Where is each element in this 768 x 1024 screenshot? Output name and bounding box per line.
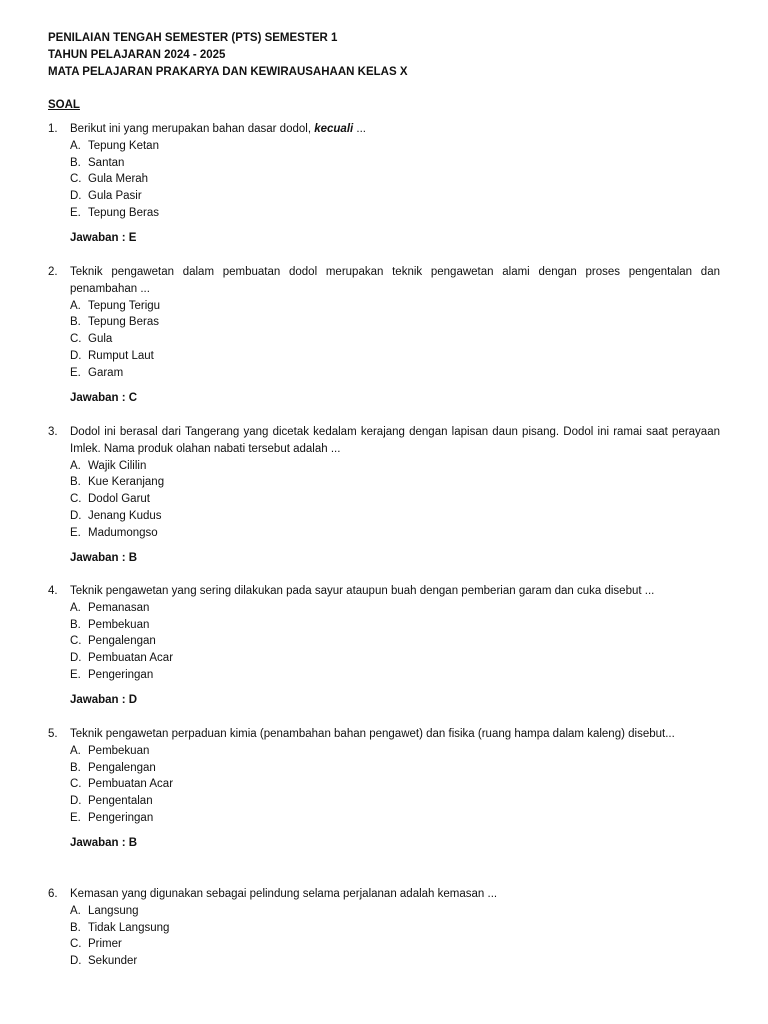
option-text: Santan: [88, 156, 125, 169]
option-letter: E.: [70, 668, 81, 681]
option-d: [70, 508, 720, 525]
option-letter: B.: [70, 476, 81, 489]
option-c: [70, 936, 720, 953]
option-text: Tepung Ketan: [88, 139, 159, 152]
question-number: 4.: [48, 585, 58, 597]
option-letter: D.: [70, 349, 82, 362]
question-5: [48, 726, 720, 852]
question-3: [48, 424, 720, 566]
option-text: Pengalengan: [88, 635, 156, 648]
option-b: [70, 760, 720, 777]
question-text-part: ...: [353, 123, 366, 135]
subject-line: MATA PELAJARAN PRAKARYA DAN KEWIRAUSAHAAN KELAS X: [48, 66, 408, 78]
option-b: [70, 920, 720, 937]
option-a: [70, 298, 720, 315]
option-text: Gula Pasir: [88, 190, 142, 203]
option-text: Sekunder: [88, 955, 138, 968]
option-letter: B.: [70, 316, 81, 329]
option-c: [70, 633, 720, 650]
option-text: Pengentalan: [88, 795, 153, 808]
question-number: 3.: [48, 426, 58, 438]
option-letter: B.: [70, 156, 81, 169]
option-a: [70, 138, 720, 155]
option-letter: B.: [70, 921, 81, 934]
exam-title: PENILAIAN TENGAH SEMESTER (PTS) SEMESTER 1: [48, 32, 338, 44]
option-text: Pengeringan: [88, 668, 154, 681]
option-text: Tepung Terigu: [88, 299, 161, 312]
option-letter: D.: [70, 190, 82, 203]
option-text: Gula Merah: [88, 173, 149, 186]
option-text: Madumongso: [88, 526, 158, 539]
option-d: [70, 953, 720, 970]
question-1: [48, 121, 720, 247]
options-list: [70, 903, 720, 970]
option-text: Garam: [88, 366, 124, 379]
option-text: Tidak Langsung: [88, 921, 170, 934]
option-d: [70, 188, 720, 205]
option-c: [70, 171, 720, 188]
option-text: Jenang Kudus: [88, 509, 162, 522]
option-text: Tepung Beras: [88, 316, 159, 329]
answer-key: Jawaban : D: [70, 693, 138, 706]
option-text: Pembuatan Acar: [88, 778, 174, 791]
answer-key: Jawaban : C: [70, 391, 138, 404]
option-e: [70, 205, 720, 222]
option-d: [70, 650, 720, 667]
answer-key: Jawaban : E: [70, 231, 137, 244]
option-letter: C.: [70, 333, 82, 346]
question-number: 6.: [48, 888, 58, 900]
option-letter: E.: [70, 206, 81, 219]
section-title: SOAL: [48, 99, 80, 111]
options-list: [70, 298, 720, 382]
option-text: Pengalengan: [88, 761, 156, 774]
option-text: Pembuatan Acar: [88, 652, 174, 665]
option-letter: A.: [70, 744, 81, 757]
option-a: [70, 903, 720, 920]
academic-year: TAHUN PELAJARAN 2024 - 2025: [48, 49, 226, 61]
document-header: [48, 30, 720, 81]
option-text: Tepung Beras: [88, 206, 159, 219]
option-d: [70, 793, 720, 810]
question-number: 1.: [48, 123, 58, 135]
question-text: Teknik pengawetan perpaduan kimia (penambahan bahan pengawet) dan fisika (ruang hampa dalam kaleng) disebut...: [70, 728, 675, 740]
question-4: [48, 583, 720, 709]
option-text: Pembekuan: [88, 744, 150, 757]
option-letter: A.: [70, 299, 81, 312]
option-text: Primer: [88, 938, 122, 951]
option-letter: D.: [70, 795, 82, 808]
question-text: [70, 121, 720, 138]
option-letter: E.: [70, 366, 81, 379]
option-letter: A.: [70, 459, 81, 472]
option-a: [70, 458, 720, 475]
option-text: Dodol Garut: [88, 493, 151, 506]
option-letter: C.: [70, 938, 82, 951]
question-2: [48, 264, 720, 406]
option-text: Pembekuan: [88, 618, 150, 631]
option-letter: D.: [70, 652, 82, 665]
question-text-part: Berikut ini yang merupakan bahan dasar dodol,: [70, 123, 315, 135]
option-text: Rumput Laut: [88, 349, 154, 362]
option-letter: A.: [70, 601, 81, 614]
option-letter: D.: [70, 955, 82, 968]
option-letter: C.: [70, 493, 82, 506]
option-e: [70, 525, 720, 542]
options-list: [70, 600, 720, 684]
option-letter: A.: [70, 904, 81, 917]
question-text: Dodol ini berasal dari Tangerang yang dicetak kedalam kerajang dengan lapisan daun pisang. Dodol ini ramai saat perayaan Imlek. Nama produk olahan nabati tersebut adalah ...: [70, 426, 720, 455]
option-letter: A.: [70, 139, 81, 152]
answer-key: Jawaban : B: [70, 551, 138, 564]
options-list: [70, 138, 720, 222]
option-a: [70, 600, 720, 617]
question-emphasis: kecuali: [314, 123, 354, 135]
option-letter: B.: [70, 761, 81, 774]
option-e: [70, 810, 720, 827]
question-text: Teknik pengawetan yang sering dilakukan pada sayur ataupun buah dengan pemberian garam dan cuka disebut ...: [70, 585, 655, 597]
options-list: [70, 743, 720, 827]
question-text: Teknik pengawetan dalam pembuatan dodol merupakan teknik pengawetan alami dengan proses pengentalan dan penambahan ...: [70, 266, 720, 295]
option-letter: C.: [70, 173, 82, 186]
option-b: [70, 155, 720, 172]
option-letter: D.: [70, 509, 82, 522]
option-b: [70, 617, 720, 634]
question-number: 5.: [48, 728, 58, 740]
option-text: Pengeringan: [88, 811, 154, 824]
option-b: [70, 474, 720, 491]
option-text: Langsung: [88, 904, 139, 917]
option-letter: E.: [70, 526, 81, 539]
option-letter: E.: [70, 811, 81, 824]
option-text: Gula: [88, 333, 113, 346]
option-a: [70, 743, 720, 760]
option-e: [70, 365, 720, 382]
option-text: Wajik Cililin: [88, 459, 147, 472]
option-b: [70, 314, 720, 331]
option-d: [70, 348, 720, 365]
answer-key: Jawaban : B: [70, 836, 138, 849]
option-c: [70, 776, 720, 793]
option-letter: C.: [70, 635, 82, 648]
question-text: Kemasan yang digunakan sebagai pelindung selama perjalanan adalah kemasan ...: [70, 888, 498, 900]
option-text: Kue Keranjang: [88, 476, 165, 489]
option-c: [70, 491, 720, 508]
question-number: 2.: [48, 266, 58, 278]
option-e: [70, 667, 720, 684]
option-text: Pemanasan: [88, 601, 150, 614]
option-letter: B.: [70, 618, 81, 631]
option-c: [70, 331, 720, 348]
question-6: [48, 886, 720, 970]
option-letter: C.: [70, 778, 82, 791]
options-list: [70, 458, 720, 542]
